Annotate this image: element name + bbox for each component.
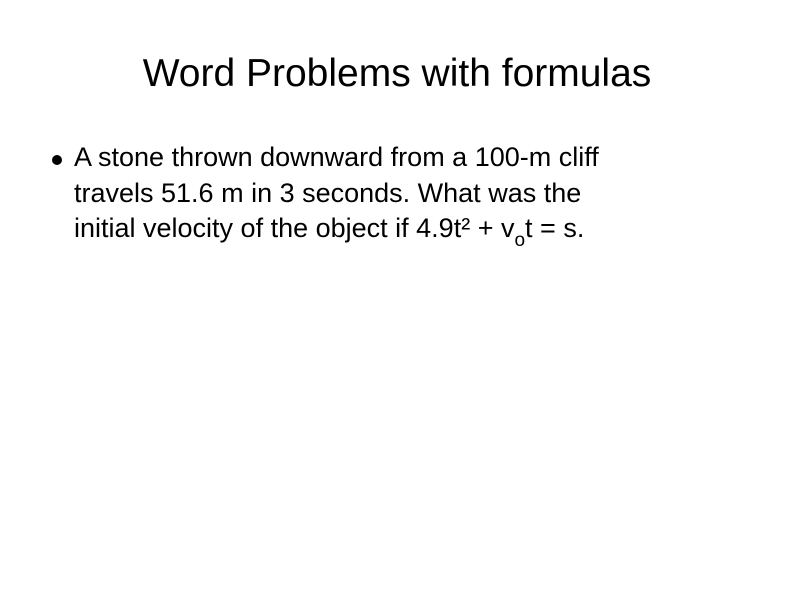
bullet-line-2: travels 51.6 m in 3 seconds. What was the (74, 177, 582, 208)
bullet-line-1: A stone thrown downward from a 100-m cliff (74, 142, 599, 172)
bullet-dot-icon (52, 155, 62, 165)
velocity-subscript: o (514, 230, 526, 251)
bullet-line-3-after: t = s. (525, 213, 585, 243)
bullet-line-3-before: initial velocity of the object if 4.9t² + v (74, 213, 515, 243)
slide-title: Word Problems with formulas (142, 52, 652, 95)
bullet-text (74, 140, 754, 251)
